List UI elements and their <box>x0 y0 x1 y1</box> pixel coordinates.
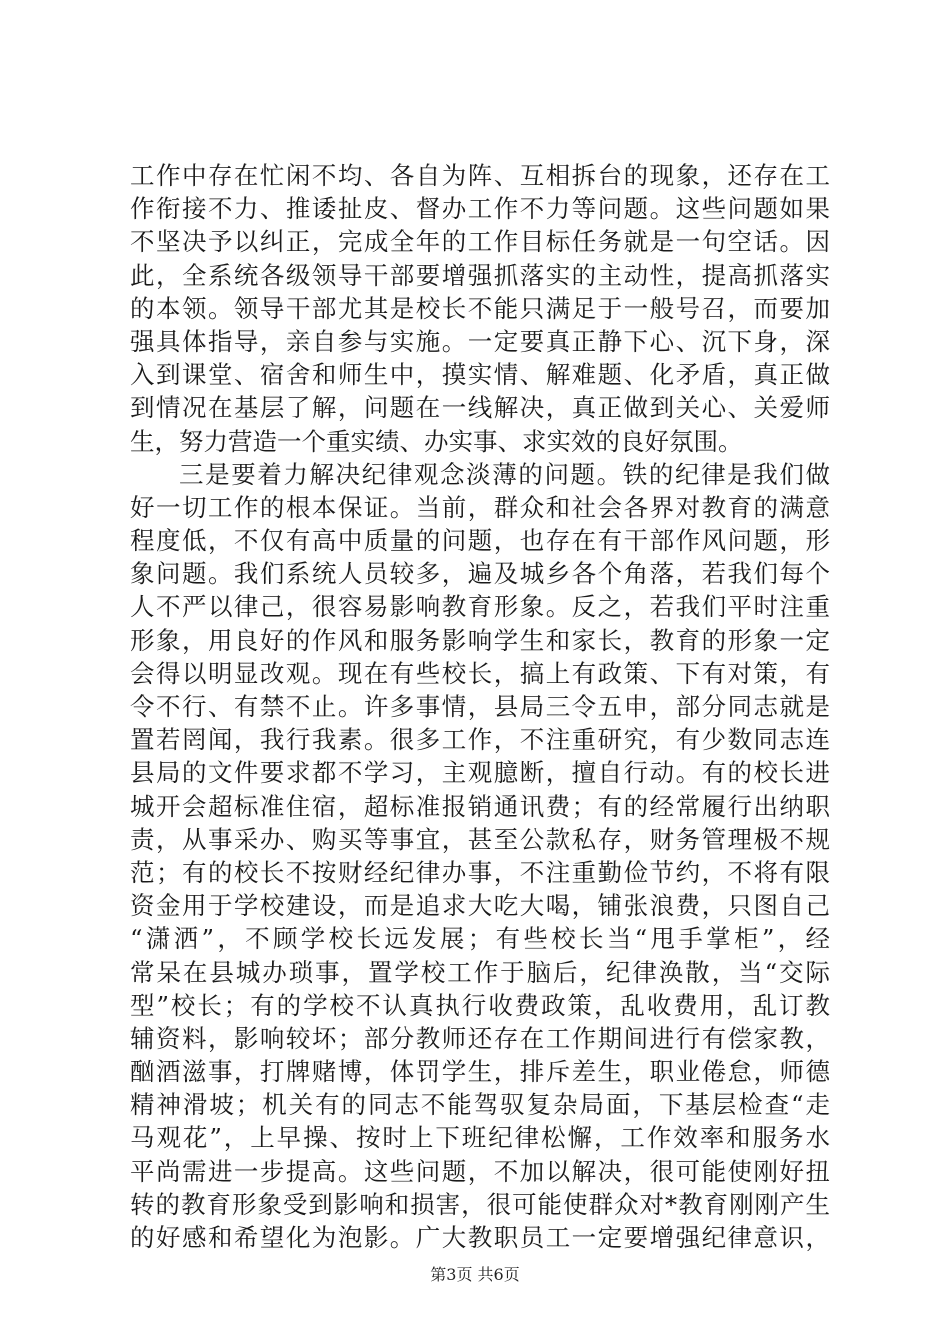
page-number-footer: 第3页 共6页 <box>430 1265 520 1284</box>
text-line: 常呆在县城办琐事，置学校工作于脑后，纪律涣散，当“交际 <box>130 957 830 987</box>
text-line: 到情况在基层了解，问题在一线解决，真正做到关心、关爱师 <box>130 393 830 423</box>
text-line: “潇洒”，不顾学校长远发展；有些校长当“甩手掌柜”，经 <box>130 924 830 954</box>
text-line: 此，全系统各级领导干部要增强抓落实的主动性，提高抓落实 <box>130 260 830 290</box>
text-line: 范；有的校长不按财经纪律办事，不注重勤俭节约，不将有限 <box>130 857 830 887</box>
text-line: 精神滑坡；机关有的同志不能驾驭复杂局面，下基层检查“走 <box>130 1090 830 1120</box>
text-line: 形象，用良好的作风和服务影响学生和家长，教育的形象一定 <box>130 625 830 655</box>
text-line: 辅资料，影响较坏；部分教师还存在工作期间进行有偿家教， <box>130 1023 830 1053</box>
text-line: 程度低，不仅有高中质量的问题，也存在有干部作风问题，形 <box>130 526 830 556</box>
text-line: 人不严以律己，很容易影响教育形象。反之，若我们平时注重 <box>130 592 830 622</box>
text-line: 责，从事采办、购买等事宜，甚至公款私存，财务管理极不规 <box>130 824 830 854</box>
body-text <box>130 159 830 1254</box>
paragraph-end-line: 生，努力营造一个重实绩、办实事、求实效的良好氛围。 <box>130 426 743 456</box>
text-line: 的好感和希望化为泡影。广大教职员工一定要增强纪律意识， <box>130 1223 830 1252</box>
paragraph-start-line: 三是要着力解决纪律观念淡薄的问题。铁的纪律是我们做 <box>179 459 830 489</box>
text-line: 马观花”，上早操、按时上下班纪律松懈，工作效率和服务水 <box>130 1123 830 1153</box>
text-line: 县局的文件要求都不学习，主观臆断，擅自行动。有的校长进 <box>130 758 830 788</box>
text-line: 置若罔闻，我行我素。很多工作，不注重研究，有少数同志连 <box>130 725 830 755</box>
text-line: 好一切工作的根本保证。当前，群众和社会各界对教育的满意 <box>130 492 830 522</box>
text-line: 城开会超标准住宿，超标准报销通讯费；有的经常履行出纳职 <box>130 791 830 821</box>
text-line: 平尚需进一步提高。这些问题，不加以解决，很可能使刚好扭 <box>130 1156 830 1186</box>
text-line: 会得以明显改观。现在有些校长，搞上有政策、下有对策，有 <box>130 658 830 688</box>
text-line: 象问题。我们系统人员较多，遍及城乡各个角落，若我们每个 <box>130 559 830 589</box>
text-line: 的本领。领导干部尤其是校长不能只满足于一般号召，而要加 <box>130 293 830 323</box>
text-line: 入到课堂、宿舍和师生中，摸实情、解难题、化矛盾，真正做 <box>130 360 830 390</box>
text-line: 转的教育形象受到影响和损害，很可能使群众对*教育刚刚产生 <box>130 1189 830 1219</box>
text-line: 型”校长；有的学校不认真执行收费政策，乱收费用，乱订教 <box>130 990 830 1020</box>
text-line: 作衔接不力、推诿扯皮、督办工作不力等问题。这些问题如果 <box>130 194 830 224</box>
text-line: 酗酒滋事，打牌赌博，体罚学生，排斥差生，职业倦怠，师德 <box>130 1057 830 1087</box>
text-line: 令不行、有禁不止。许多事情，县局三令五申，部分同志就是 <box>130 692 830 721</box>
text-line: 工作中存在忙闲不均、各自为阵、互相拆台的现象，还存在工 <box>130 161 830 190</box>
text-line: 不坚决予以纠正，完成全年的工作目标任务就是一句空话。因 <box>130 227 830 257</box>
text-line: 资金用于学校建设，而是追求大吃大喝，铺张浪费，只图自己 <box>130 891 830 921</box>
text-line: 强具体指导，亲自参与实施。一定要真正静下心、沉下身，深 <box>130 326 830 356</box>
